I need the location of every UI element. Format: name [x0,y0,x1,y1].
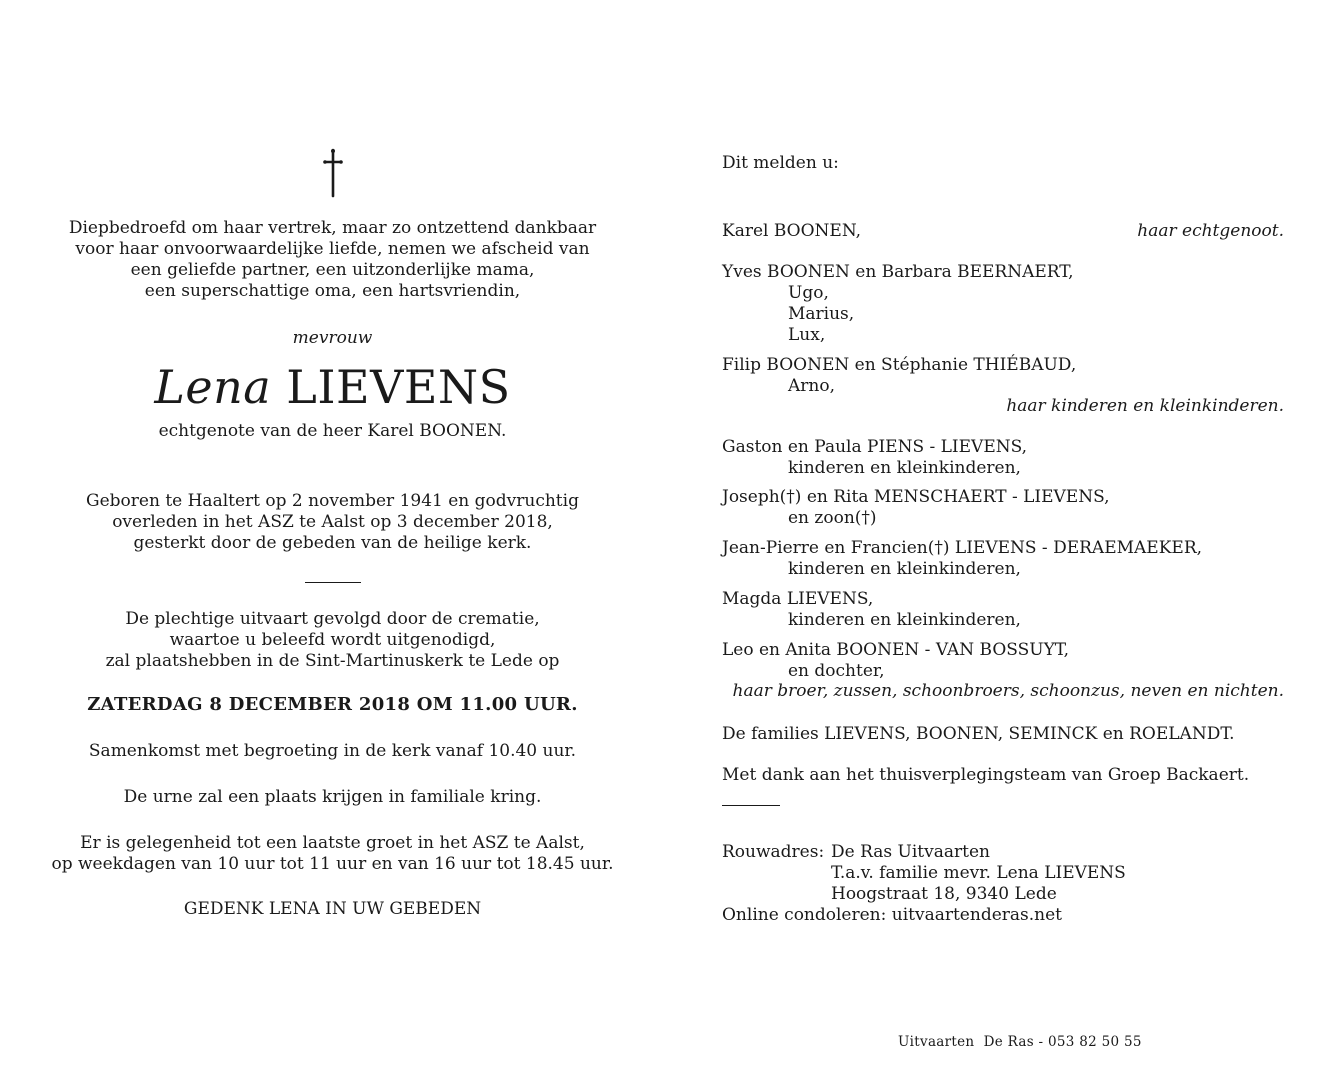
visit-text [40,833,625,875]
siblings-role: haar broer, zussen, schoonbroers, schoonzus, neven en nichten. [732,681,1284,701]
divider [305,582,361,583]
funeral-text [40,609,625,672]
intro-line: Diepbedroefd om haar vertrek, maar zo ontzettend dankbaar [68,218,597,238]
grandchild-line: Marius, [788,304,855,324]
online-condolences: Online condoleren: uitvaartenderas.net [722,905,1062,925]
left-panel [40,148,625,919]
born-line: gesterkt door de gebeden van de heilige kerk. [133,533,532,553]
children-role: haar kinderen en kleinkinderen. [1006,396,1284,416]
sibling-sub-line: kinderen en kleinkinderen, [788,559,1021,579]
born-line: Geboren te Haaltert op 2 november 1941 en godvruchtig [86,491,579,511]
families-line: De families LIEVENS, BOONEN, SEMINCK en ROELANDT. [722,724,1235,744]
footer-text: Uitvaarten De Ras - 053 82 50 55 [898,1034,1142,1050]
sibling-line: Magda LIEVENS, [722,589,874,609]
intro-line: een geliefde partner, een uitzonderlijke mama, [130,260,535,280]
footer-imprint [898,1034,1142,1050]
intro-line: voor haar onvoorwaardelijke liefde, nemen we afscheid van [75,239,590,259]
grandchild-line: Arno, [788,376,835,396]
born-line: overleden in het ASZ te Aalst op 3 december 2018, [112,512,553,532]
grandchild-line: Ugo, [788,283,829,303]
sibling-line: Leo en Anita BOONEN - VAN BOSSUYT, [722,640,1070,660]
funeral-line: zal plaatshebben in de Sint-Martinuskerk te Lede op [105,651,560,671]
visit-line: op weekdagen van 10 uur tot 11 uur en van 16 uur tot 18.45 uur. [51,854,614,874]
spouse-line: echtgenote van de heer Karel BOONEN. [158,421,507,441]
announce-line: Dit melden u: [722,153,839,173]
funeral-line: waartoe u beleefd wordt uitgenodigd, [169,630,496,650]
address-line: De Ras Uitvaarten [831,842,990,862]
funeral-line: De plechtige uitvaart gevolgd door de crematie, [125,609,540,629]
gathering-text: Samenkomst met begroeting in de kerk vanaf 10.40 uur. [88,741,577,761]
sibling-sub-line: kinderen en kleinkinderen, [788,610,1021,630]
funeral-date: ZATERDAG 8 DECEMBER 2018 OM 11.00 UUR. [87,694,578,715]
grandchild-line: Lux, [788,325,826,345]
sibling-sub-line: kinderen en kleinkinderen, [788,458,1021,478]
divider [722,805,780,806]
urn-text: De urne zal een plaats krijgen in familiale kring. [123,787,542,807]
sibling-line: Joseph(†) en Rita MENSCHAERT - LIEVENS, [722,487,1110,507]
family-line: Filip BOONEN en Stéphanie THIÉBAUD, [722,355,1077,375]
address-line: T.a.v. familie mevr. Lena LIEVENS [831,863,1126,883]
salutation: mevrouw [292,328,373,348]
thanks-line: Met dank aan het thuisverplegingsteam van Groep Backaert. [722,765,1250,785]
remember-text: GEDENK LENA IN UW GEBEDEN [183,899,482,919]
spouse-name: Karel BOONEN, [722,221,862,241]
sibling-line: Jean-Pierre en Francien(†) LIEVENS - DERAEMAEKER, [722,538,1203,558]
intro-text [40,218,625,302]
family-line: Yves BOONEN en Barbara BEERNAERT, [722,262,1074,282]
visit-line: Er is gelegenheid tot een laatste groet in het ASZ te Aalst, [80,833,585,853]
cross-icon [318,148,348,198]
sibling-sub-line: en zoon(†) [788,508,877,528]
first-name: Lena [154,360,272,414]
intro-line: een superschattige oma, een hartsvriendin, [144,281,521,301]
sibling-sub-line: en dochter, [788,661,885,681]
spouse-role: haar echtgenoot. [1137,221,1284,241]
sibling-line: Gaston en Paula PIENS - LIEVENS, [722,437,1028,457]
address-label: Rouwadres: [722,842,825,862]
address-line: Hoogstraat 18, 9340 Lede [831,884,1057,904]
birth-death-text [40,491,625,554]
deceased-name [40,361,625,413]
surname: LIEVENS [286,360,511,414]
